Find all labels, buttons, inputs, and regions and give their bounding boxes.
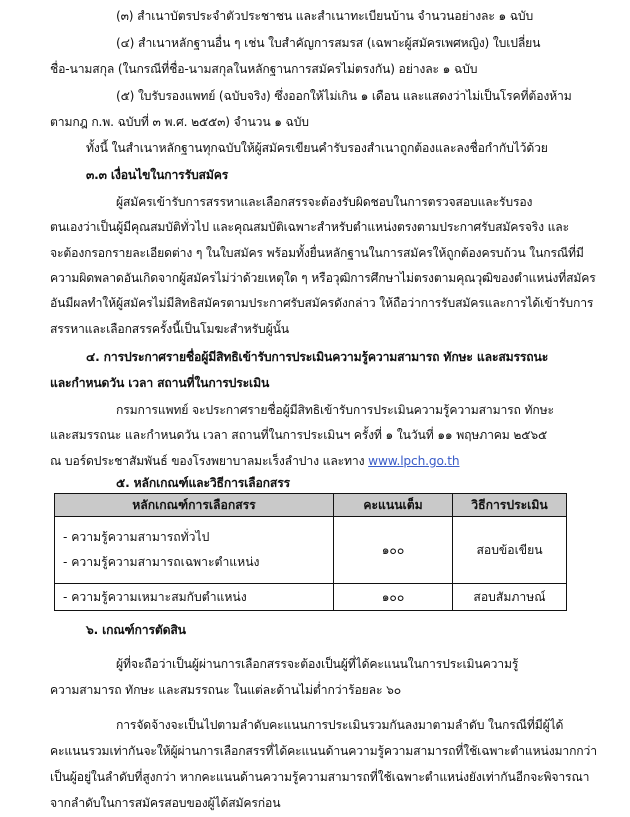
header-full-score: คะแนนเต็ม (334, 494, 453, 517)
certification-note: ทั้งนี้ ในสำเนาหลักฐานทุกฉบับให้ผู้สมัครเขียนคำรับรองสำเนาถูกต้องและลงชื่อกำกับไว้ด้วย (86, 141, 548, 155)
criteria-item: - ความรู้ความสามารถทั่วไป (63, 530, 210, 544)
criteria-item: - ความรู้ความสามารถเฉพาะตำแหน่ง (63, 555, 260, 569)
header-criteria: หลักเกณฑ์การเลือกสรร (55, 494, 334, 517)
header-method: วิธีการประเมิน (453, 494, 567, 517)
criteria-cell: - ความรู้ความเหมาะสมกับตำแหน่ง (55, 584, 334, 611)
table-header-row (55, 494, 567, 517)
selection-criteria-table (54, 493, 567, 611)
section-6-heading: ๖. เกณฑ์การตัดสิน (86, 623, 186, 637)
section-3-3-line: อันมีผลทำให้ผู้สมัครไม่มีสิทธิสมัครตามประกาศรับสมัครดังกล่าว ให้ถือว่าการรับสมัครและการได้เข้ารับการ (50, 296, 594, 310)
requirement-item-4-line1: (๔) สำเนาหลักฐานอื่น ๆ เช่น ใบสำคัญการสมรส (เฉพาะผู้สมัครเพศหญิง) ใบเปลี่ยน (116, 36, 541, 50)
section-3-3-line: ความผิดพลาดอันเกิดจากผู้สมัครไม่ว่าด้วยเหตุใด ๆ หรือวุฒิการศึกษาไม่ตรงตามคุณวุฒิของตำแหน่งที่สมัคร (50, 271, 596, 285)
table-row (55, 584, 567, 611)
method-cell: สอบข้อเขียน (453, 517, 567, 584)
requirement-item-5-line2: ตามกฎ ก.พ. ฉบับที่ ๓ พ.ศ. ๒๕๕๓) จำนวน ๑ ฉบับ (50, 115, 309, 129)
section-6-text: การจัดจ้างจะเป็นไปตามลำดับคะแนนการประเมินรวมกันลงมาตามลำดับ ในกรณีที่มีผู้ได้ (116, 718, 564, 732)
section-3-3-heading: ๓.๓ เงื่อนไขในการรับสมัคร (86, 168, 229, 182)
section-3-3-line: ผู้สมัครเข้ารับการสรรหาและเลือกสรรจะต้องรับผิดชอบในการตรวจสอบและรับรอง (116, 195, 533, 209)
method-cell: สอบสัมภาษณ์ (453, 584, 567, 611)
section-6-text: เป็นผู้อยู่ในลำดับที่สูงกว่า หากคะแนนด้านความรู้ความสามารถที่ใช้เฉพาะตำแหน่งยังเท่ากันอีกจะพิจารณา (50, 770, 590, 784)
section-3-3-line: จะต้องกรอกรายละเอียดต่าง ๆ ในใบสมัคร พร้อมทั้งยื่นหลักฐานในการสมัครให้ถูกต้องครบถ้วน ในกรณีที่มี (50, 246, 584, 260)
section-5-heading: ๕. หลักเกณฑ์และวิธีการเลือกสรร (116, 476, 290, 490)
score-cell: ๑๐๐ (334, 584, 453, 611)
table-row (55, 517, 567, 584)
section-4-heading-line1: ๔. การประกาศรายชื่อผู้มีสิทธิเข้ารับการประเมินความรู้ความสามารถ ทักษะ และสมรรถนะ (86, 350, 549, 364)
section-4-heading-line2: และกำหนดวัน เวลา สถานที่ในการประเมิน (50, 376, 270, 390)
section-6-text: จากลำดับในการสมัครสอบของผู้ได้สมัครก่อน (50, 796, 281, 810)
section-3-3-line: สรรหาและเลือกสรรครั้งนี้เป็นโมฆะสำหรับผู้นั้น (50, 322, 289, 336)
section-4-text: กรมการแพทย์ จะประกาศรายชื่อผู้มีสิทธิเข้ารับการประเมินความรู้ความสามารถ ทักษะ (116, 403, 554, 417)
section-6-text: ผู้ที่จะถือว่าเป็นผู้ผ่านการเลือกสรรจะต้องเป็นผู้ที่ได้คะแนนในการประเมินความรู้ (116, 657, 519, 671)
score-cell: ๑๐๐ (334, 517, 453, 584)
requirement-item-5-line1: (๕) ใบรับรองแพทย์ (ฉบับจริง) ซึ่งออกให้ไม่เกิน ๑ เดือน และแสดงว่าไม่เป็นโรคที่ต้องห้าม (116, 89, 572, 103)
section-4-text: และสมรรถนะ และกำหนดวัน เวลา สถานที่ในการประเมินฯ ครั้งที่ ๑ ในวันที่ ๑๑ พฤษภาคม ๒๕๖๕ (50, 428, 548, 442)
criteria-cell (55, 517, 334, 584)
requirement-item-3: (๓) สำเนาบัตรประจำตัวประชาชน และสำเนาทะเบียนบ้าน จำนวนอย่างละ ๑ ฉบับ (116, 9, 534, 23)
section-6-text: ความสามารถ ทักษะ และสมรรถนะ ในแต่ละด้านไม่ต่ำกว่าร้อยละ ๖๐ (50, 683, 401, 697)
section-3-3-line: ตนเองว่าเป็นผู้มีคุณสมบัติทั่วไป และคุณสมบัติเฉพาะสำหรับตำแหน่งตรงตามประกาศรับสมัครจริง และ (50, 220, 570, 234)
section-4-text-with-link (50, 453, 459, 469)
section-6-text: คะแนนรวมเท่ากันจะให้ผู้ผ่านการเลือกสรรที่ได้คะแนนด้านความรู้ความสามารถที่ใช้เฉพาะตำแหน่งมากกว่า (50, 744, 597, 758)
requirement-item-4-line2: ชื่อ-นามสกุล (ในกรณีที่ชื่อ-นามสกุลในหลักฐานการสมัครไม่ตรงกัน) อย่างละ ๑ ฉบับ (50, 62, 478, 76)
website-link[interactable]: www.lpch.go.th (368, 454, 460, 468)
section-4-text: ณ บอร์ดประชาสัมพันธ์ ของโรงพยาบาลมะเร็งลำปาง และทาง (50, 454, 369, 468)
